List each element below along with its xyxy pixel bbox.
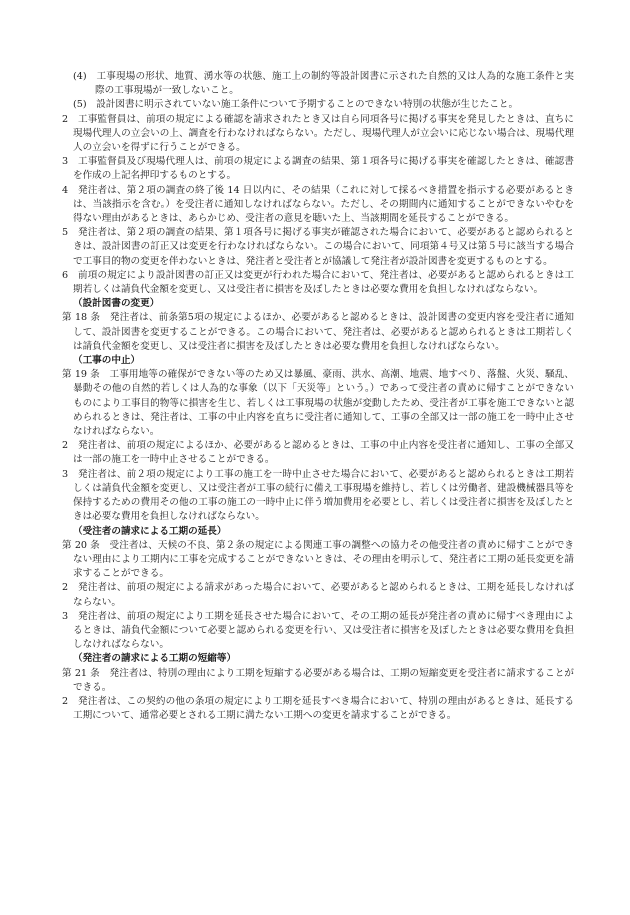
section-heading: （設計図書の変更） <box>73 298 160 310</box>
numbered-paragraph: 2 発注者は、この契約の他の条項の規定により工期を延長すべき場合において、特別の理由があるときは、延長する工期について、通常必要とされる工期に満たない工期への変更を請求することができる。 <box>62 695 574 722</box>
section-heading: （発注者の請求による工期の短縮等） <box>73 653 237 665</box>
section-heading: （受注者の請求による工期の延長） <box>73 525 227 537</box>
sub-item: (4) 工事現場の形状、地質、湧水等の状態、施工上の制約等設計図書に示された自然的又は人為的な施工条件と実際の工事現場が一致しないこと。 <box>73 71 574 97</box>
section-heading: （工事の中止） <box>73 355 141 367</box>
numbered-paragraph: 3 工事監督員及び現場代理人は、前項の規定による調査の結果、第１項各号に掲げる事実を確認したときは、確認書を作成の上記名押印するものとする。 <box>62 156 574 182</box>
article-paragraph: 第 21 条 発注者は、特別の理由により工期を短縮する必要がある場合は、工期の短縮変更を受注者に請求することができる。 <box>62 667 574 693</box>
numbered-paragraph: 2 工事監督員は、前項の規定による確認を請求されたとき又は自ら同項各号に掲げる事実を発見したときは、直ちに現場代理人の立会いの上、調査を行わなければならない。ただし、現場代理人が立会いに応じない場合は、現場代理人の立会いを得ずに行うことができる。 <box>62 113 574 154</box>
numbered-paragraph: 6 前項の規定により設計図書の訂正又は変更が行われた場合において、発注者は、必要があると認められるときは工期若しくは請負代金額を変更し、又は受注者に損害を及ぼしたときは必要な費用を負担しなければならない。 <box>62 269 574 296</box>
numbered-paragraph: 3 発注者は、前項の規定により工期を延長させた場合において、その工期の延長が発注者の責めに帰すべき理由によるときは、請負代金額について必要と認められる変更を行い、又は受注者に損害を及ぼしたときは必要な費用を負担しなければならない。 <box>62 610 574 651</box>
sub-item: (5) 設計図書に明示されていない施工条件について予期することのできない特別の状態が生じたこと。 <box>73 99 519 111</box>
numbered-paragraph: 4 発注者は、第２項の調査の終了後 14 日以内に、その結果（これに対して採るべき措置を指示する必要があるときは、当該指示を含む。）を受注者に通知しなければならない。ただし、その期間内に通知することができないやむを得ない理由があるときは、あらかじめ、受注者の意見を聴いた上、当該期間を延長することができる。 <box>62 184 574 225</box>
article-paragraph: 第 19 条 工事用地等の確保ができない等のため又は暴風、豪雨、洪水、高潮、地震、地すべり、落盤、火災、騒乱、暴動その他の自然的若しくは人為的な事象（以下「天災等」という。）であって受注者の責めに帰すことができないものにより工事目的物等に損害を生じ、若しくは工事現場の状態が変動したため、受注者が工事を施工できないと認められるときは、発注者は、工事の中止内容を直ちに受注者に通知して、工事の全部又は一部の施工を一時中止させなければならない。 <box>62 369 574 438</box>
numbered-paragraph: 3 発注者は、前２項の規定により工事の施工を一時中止させた場合において、必要があると認められるときは工期若しくは請負代金額を変更し、又は受注者が工事の続行に備え工事現場を維持し、若しくは労働者、建設機械器具等を保持するための費用その他の工事の施工の一時中止に伴う増加費用を必要とし、若しくは受注者に損害を及ぼしたときは必要な費用を負担しなければならない。 <box>62 468 574 523</box>
article-paragraph: 第 20 条 受注者は、天候の不良、第２条の規定による関連工事の調整への協力その他受注者の責めに帰すことができない理由により工期内に工事を完成することができないときは、その理由を明示して、発注者に工期の延長変更を請求することができる。 <box>62 539 574 580</box>
numbered-paragraph: 5 発注者は、第２項の調査の結果、第１項各号に掲げる事実が確認された場合において、必要があると認められるときは、設計図書の訂正又は変更を行わなければならない。この場合において、同項第４号又は第５号に該当する場合で工事目的物の変更を伴わないときは、発注者と受注者とが協議して発注者が設計図書を変更するものとする。 <box>62 227 574 267</box>
numbered-paragraph: 2 発注者は、前項の規定による請求があった場合において、必要があると認められるときは、工期を延長しなければならない。 <box>62 582 574 608</box>
numbered-paragraph: 2 発注者は、前項の規定によるほか、必要があると認めるときは、工事の中止内容を受注者に通知し、工事の全部又は一部の施工を一時中止させることができる。 <box>62 440 574 466</box>
article-paragraph: 第 18 条 発注者は、前条第5項の規定によるほか、必要があると認めるときは、設計図書の変更内容を受注者に通知して、設計図書を変更することができる。この場合において、発注者は、必要があると認められるときは工期若しくは請負代金額を変更し、又は受注者に損害を及ぼしたときは必要な費用を負担しなければならない。 <box>62 312 574 352</box>
